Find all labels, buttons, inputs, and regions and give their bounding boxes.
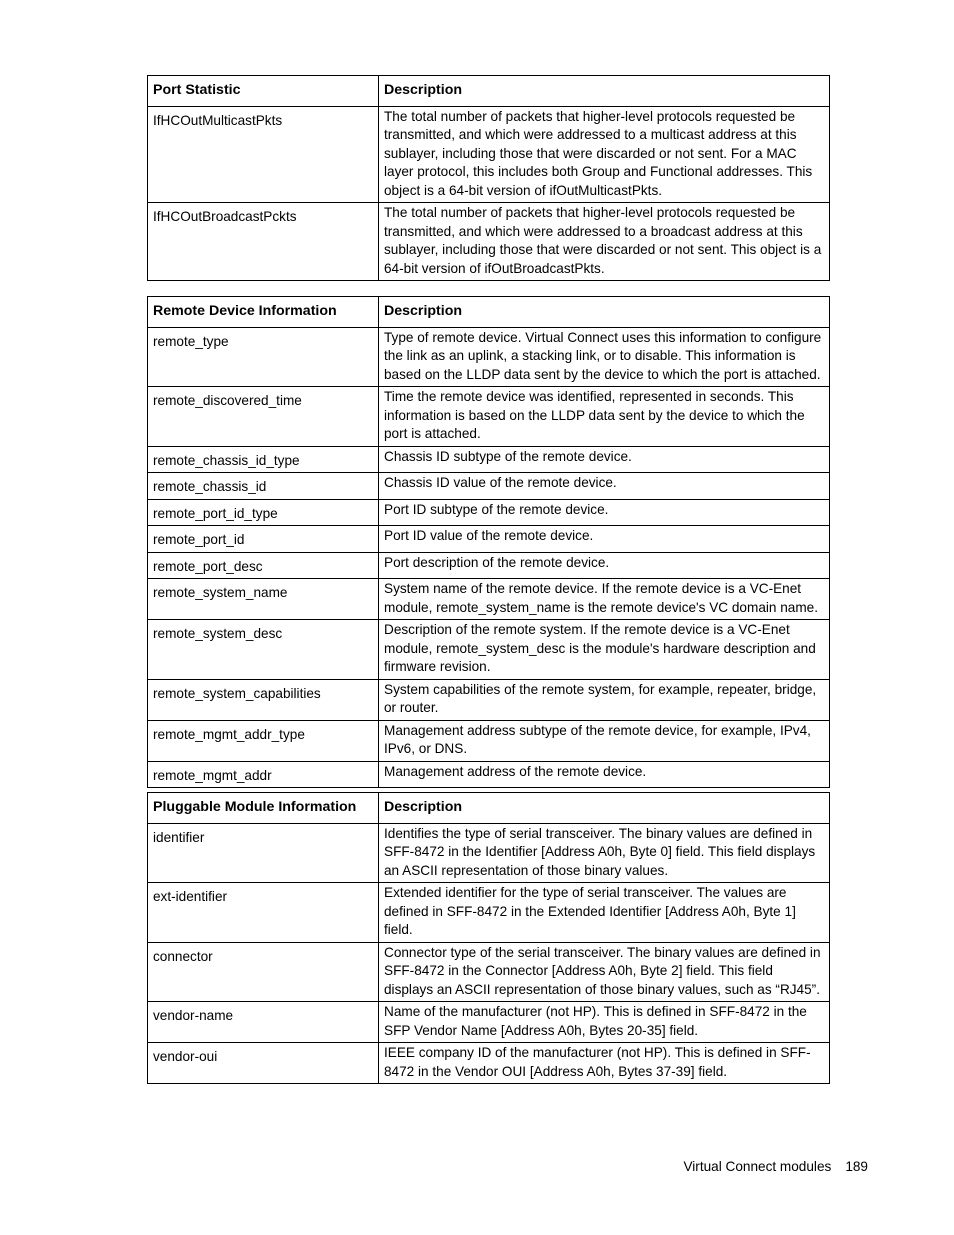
table-row (148, 106, 830, 203)
field-name-cell: remote_mgmt_addr_type (148, 720, 379, 761)
table-row (148, 823, 830, 883)
field-name-cell: remote_chassis_id (148, 473, 379, 500)
description-cell: Port description of the remote device. (379, 552, 830, 579)
field-name-cell: remote_chassis_id_type (148, 446, 379, 473)
table-row (148, 327, 830, 387)
table-row (148, 883, 830, 943)
pluggable-module-information-table (147, 792, 830, 1084)
description-cell: Port ID value of the remote device. (379, 526, 830, 553)
table-row (148, 679, 830, 720)
description-cell: Management address subtype of the remote device, for example, IPv4, IPv6, or DNS. (379, 720, 830, 761)
field-name-cell: vendor-name (148, 1002, 379, 1043)
table-row (148, 552, 830, 579)
field-name-cell: vendor-oui (148, 1043, 379, 1084)
description-cell: Extended identifier for the type of serial transceiver. The values are defined in SFF-8472 in the Extended Identifier [Address A0h, Byte 1] field. (379, 883, 830, 943)
page-footer (683, 1159, 868, 1174)
table-row (148, 942, 830, 1002)
table-header-row (148, 297, 830, 328)
table-row (148, 720, 830, 761)
description-cell: The total number of packets that higher-level protocols requested be transmitted, and which were addressed to a multicast address at this sublayer, including those that were discarded or not sent. For a MAC layer protocol, this includes both Group and Functional addresses. This object is a 64-bit version of ifOutMulticastPkts. (379, 106, 830, 203)
field-name-cell: remote_system_capabilities (148, 679, 379, 720)
description-cell: Name of the manufacturer (not HP). This is defined in SFF-8472 in the SFP Vendor Name [Address A0h, Bytes 20-35] field. (379, 1002, 830, 1043)
description-cell: Chassis ID value of the remote device. (379, 473, 830, 500)
column-header: Pluggable Module Information (148, 793, 379, 824)
remote-device-information-table (147, 296, 830, 788)
field-name-cell: remote_type (148, 327, 379, 387)
page-number: 189 (845, 1159, 868, 1174)
table-row (148, 499, 830, 526)
description-cell: Time the remote device was identified, represented in seconds. This information is based on the LLDP data sent by the device to which the port is attached. (379, 387, 830, 447)
table-row (148, 1043, 830, 1084)
field-name-cell: remote_system_desc (148, 620, 379, 680)
description-cell: IEEE company ID of the manufacturer (not HP). This is defined in SFF-8472 in the Vendor OUI [Address A0h, Bytes 37-39] field. (379, 1043, 830, 1084)
description-cell: Type of remote device. Virtual Connect uses this information to configure the link as an uplink, a stacking link, or to disable. This information is based on the LLDP data sent by the device to which the port is attached. (379, 327, 830, 387)
description-cell: Management address of the remote device. (379, 761, 830, 788)
description-cell: Description of the remote system. If the remote device is a VC-Enet module, remote_system_desc is the module's hardware description and firmware revision. (379, 620, 830, 680)
table-row (148, 620, 830, 680)
table-row (148, 579, 830, 620)
column-header: Description (379, 76, 830, 107)
description-cell: Connector type of the serial transceiver. The binary values are defined in SFF-8472 in the Connector [Address A0h, Byte 2] field. This field displays an ASCII representation of those binary values, such as “RJ45”. (379, 942, 830, 1002)
description-cell: Identifies the type of serial transceiver. The binary values are defined in SFF-8472 in the Identifier [Address A0h, Byte 0] field. This field displays an ASCII representation of those binary values. (379, 823, 830, 883)
statistic-name-cell: IfHCOutBroadcastPckts (148, 203, 379, 281)
statistic-name-cell: IfHCOutMulticastPkts (148, 106, 379, 203)
field-name-cell: remote_port_id (148, 526, 379, 553)
column-header: Description (379, 793, 830, 824)
field-name-cell: remote_port_desc (148, 552, 379, 579)
field-name-cell: remote_discovered_time (148, 387, 379, 447)
port-statistic-table (147, 75, 830, 281)
description-cell: Port ID subtype of the remote device. (379, 499, 830, 526)
table-row (148, 203, 830, 281)
field-name-cell: remote_mgmt_addr (148, 761, 379, 788)
table-header-row (148, 76, 830, 107)
table-row (148, 526, 830, 553)
column-header: Description (379, 297, 830, 328)
description-cell: Chassis ID subtype of the remote device. (379, 446, 830, 473)
description-cell: The total number of packets that higher-level protocols requested be transmitted, and which were addressed to a broadcast address at this sublayer, including those that were discarded or not sent. This object is a 64-bit version of ifOutBroadcastPkts. (379, 203, 830, 281)
column-header: Port Statistic (148, 76, 379, 107)
table-header-row (148, 793, 830, 824)
footer-section-title: Virtual Connect modules (683, 1159, 832, 1174)
table-row (148, 473, 830, 500)
field-name-cell: ext-identifier (148, 883, 379, 943)
column-header: Remote Device Information (148, 297, 379, 328)
table-row (148, 761, 830, 788)
description-cell: System name of the remote device. If the remote device is a VC-Enet module, remote_system_name is the remote device's VC domain name. (379, 579, 830, 620)
table-row (148, 446, 830, 473)
description-cell: System capabilities of the remote system, for example, repeater, bridge, or router. (379, 679, 830, 720)
table-row (148, 1002, 830, 1043)
field-name-cell: remote_system_name (148, 579, 379, 620)
field-name-cell: identifier (148, 823, 379, 883)
field-name-cell: connector (148, 942, 379, 1002)
table-row (148, 387, 830, 447)
field-name-cell: remote_port_id_type (148, 499, 379, 526)
